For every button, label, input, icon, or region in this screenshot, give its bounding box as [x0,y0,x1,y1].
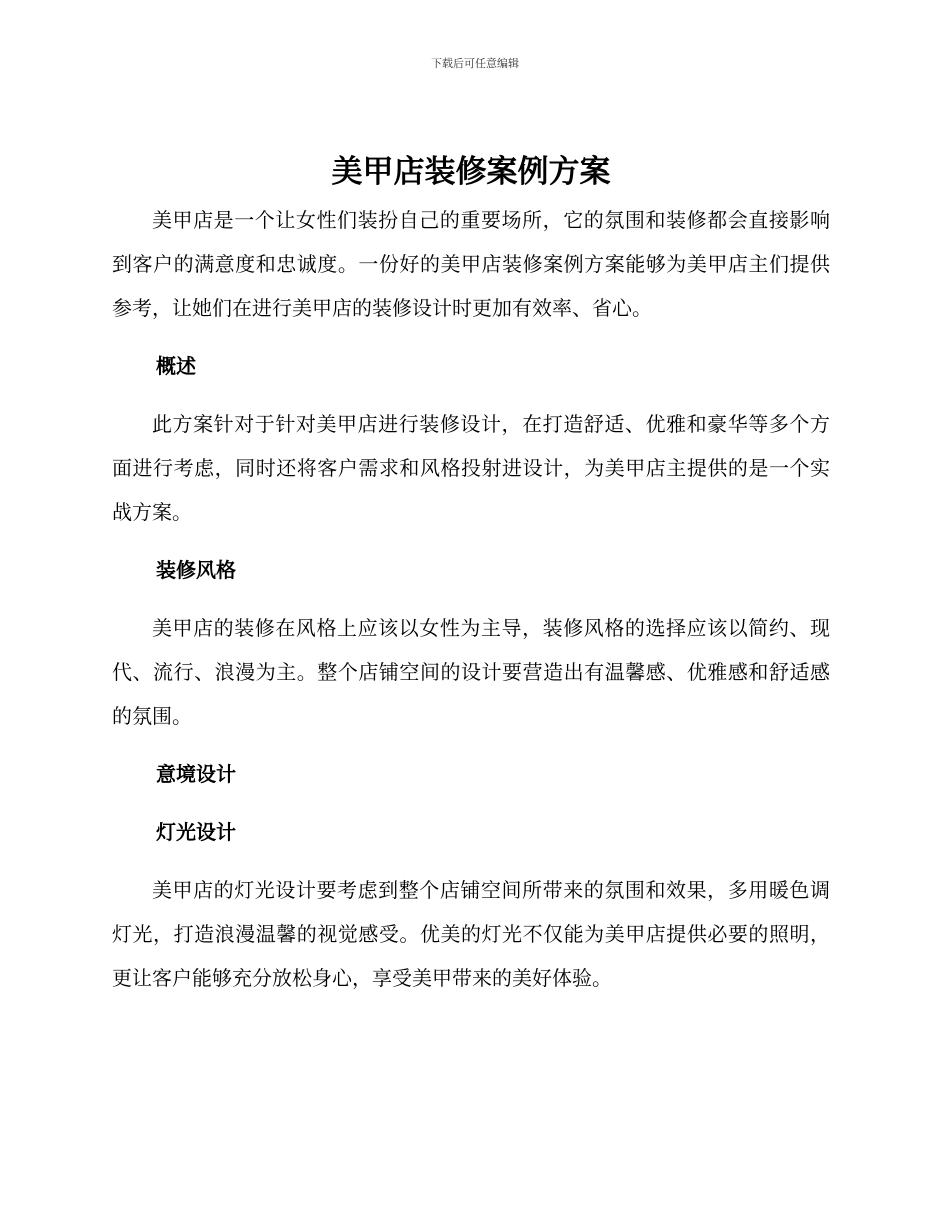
section-heading-lighting: 灯光设计 [156,820,236,844]
document-body [112,150,830,1000]
section-heading-overview: 概述 [156,354,196,378]
document-title: 美甲店装修案例方案 [331,154,611,190]
section-heading-style: 装修风格 [156,558,236,582]
intro-paragraph: 美甲店是一个让女性们装扮自己的重要场所，它的氛围和装修都会直接影响到客户的满意度和忠诚度。一份好的美甲店装修案例方案能够为美甲店主们提供参考，让她们在进行美甲店的装修设计时更加有效率、省心。 [112,208,830,320]
section-body-style: 美甲店的装修在风格上应该以女性为主导，装修风格的选择应该以简约、现代、流行、浪漫为主。整个店铺空间的设计要营造出有温馨感、优雅感和舒适感的氛围。 [112,616,830,728]
section-body-overview: 此方案针对于针对美甲店进行装修设计，在打造舒适、优雅和豪华等多个方面进行考虑，同时还将客户需求和风格投射进设计，为美甲店主提供的是一个实战方案。 [112,412,830,524]
page-header-note: 下载后可任意编辑 [431,57,519,70]
section-heading-ambience: 意境设计 [156,762,236,786]
section-body-lighting: 美甲店的灯光设计要考虑到整个店铺空间所带来的氛围和效果，多用暖色调灯光，打造浪漫温馨的视觉感受。优美的灯光不仅能为美甲店提供必要的照明，更让客户能够充分放松身心，享受美甲带来的美好体验。 [112,878,830,990]
